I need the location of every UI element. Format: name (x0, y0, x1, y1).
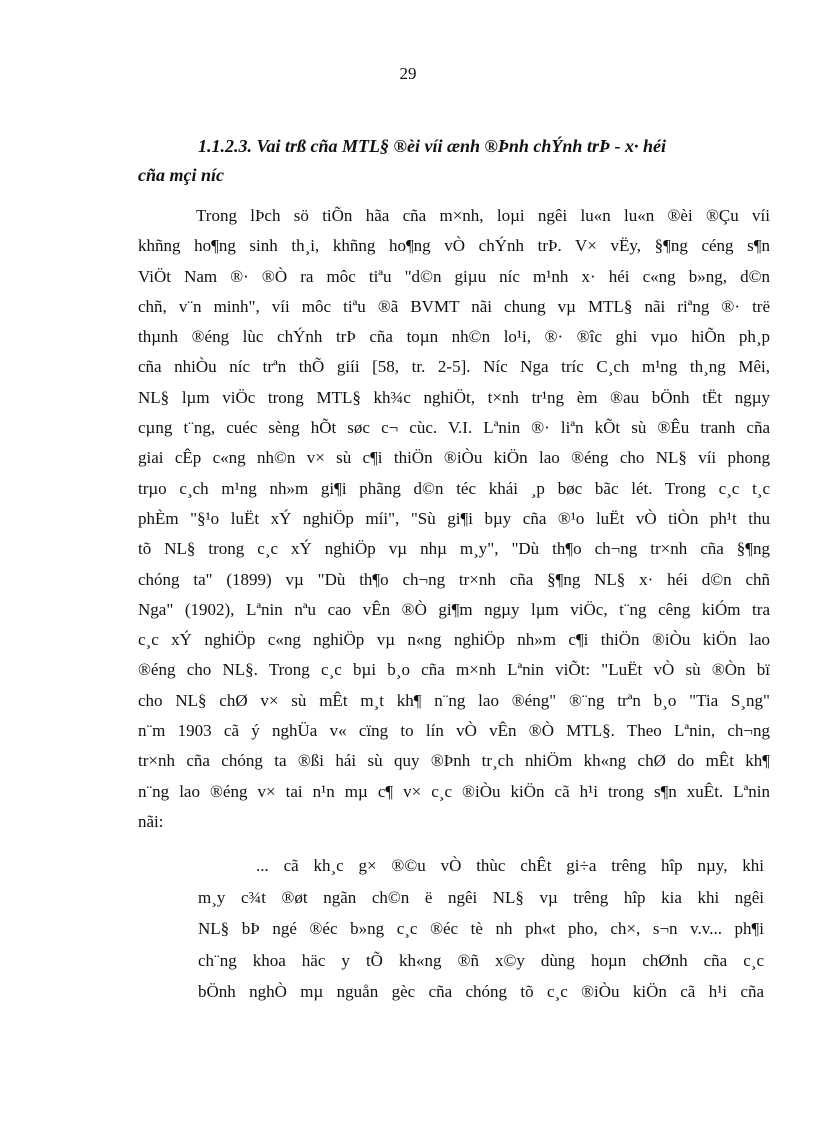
paragraph-line: cho NL§ chØ v× sù mÊt m¸t kh¶ n¨ng lao ®éng" ®¨ng trªn b¸o "Tia S¸ng" (138, 690, 770, 710)
quote-line: ... cã kh¸c g× ®©u vÒ thùc chÊt gi÷a trêng hîp nµy, khi (256, 856, 764, 875)
paragraph-line: ®éng cho NL§. Trong c¸c bµi b¸o cña m×nh Lªnin viÕt: "LuËt vÒ sù ®Òn bï (138, 660, 770, 680)
quote-line: NL§ bÞ ngé ®éc b»ng c¸c ®éc tè nh ph«t pho, ch×, s¬n v.v... ph¶i (198, 919, 764, 939)
paragraph-line: c¸c xÝ nghiÖp c«ng nghiÖp vµ n«ng nghiÖp nh»m c¶i thiÖn ®iÒu kiÖn lao (138, 630, 770, 650)
body-paragraph (138, 201, 770, 837)
paragraph-line: n¨m 1903 cã ý nghÜa v« cïng to lín vÒ vÊn ®Ò MTL§. Theo Lªnin, ch¬ng (138, 721, 770, 741)
paragraph-line: n¨ng lao ®éng v× tai n¹n mµ c¶ v× c¸c ®iÒu kiÖn cã h¹i trong s¶n xuÊt. Lªnin (138, 781, 770, 801)
paragraph-line: nãi: (138, 811, 164, 831)
paragraph-line: tr×nh cña chóng ta ®ßi hái sù quy ®Þnh tr¸ch nhiÖm kh«ng chØ do mÊt kh¶ (138, 751, 770, 771)
quote-line: ch¨ng khoa häc y tÕ kh«ng ®ñ x©y dùng hoµn chØnh cña c¸c (198, 950, 764, 970)
quote-line: m¸y c¾t ®øt ngãn ch©n ë ngêi NL§ vµ trêng hîp kia khi ngêi (198, 887, 764, 907)
paragraph-line: phÈm "§¹o luËt xÝ nghiÖp míi", "Sù gi¶i bµy cña ®¹o luËt vÒ tiÒn ph¹t thu (138, 508, 770, 528)
section-heading (138, 132, 773, 190)
paragraph-line: ViÖt Nam ®· ®Ò ra môc tiªu "d©n giµu níc m¹nh x· héi c«ng b»ng, d©n (138, 266, 770, 286)
paragraph-line: chñ, v¨n minh", víi môc tiªu ®ã BVMT nãi chung vµ MTL§ nãi riªng ®· trë (138, 296, 770, 316)
paragraph-line: cña nhiÒu níc trªn thÕ giíi [58, tr. 2-5]. Níc Nga tríc C¸ch m¹ng th¸ng Mêi, (138, 357, 770, 377)
heading-line-2: cña mçi níc (138, 165, 224, 185)
paragraph-line: cµng t¨ng, cuéc sèng hÕt søc c¬ cùc. V.I. Lªnin ®· liªn kÕt sù ®Êu tranh cña (138, 418, 770, 438)
paragraph-line: chóng ta" (1899) vµ "Dù th¶o ch¬ng tr×nh cña §¶ng NL§ x· héi d©n chñ (138, 569, 770, 589)
paragraph-line: Nga" (1902), Lªnin nªu cao vÊn ®Ò gi¶m ngµy lµm viÖc, t¨ng cêng kiÓm tra (138, 599, 770, 619)
page-number: 29 (399, 64, 417, 83)
paragraph-line: trµo c¸ch m¹ng nh»m gi¶i phãng d©n téc khái ¸p bøc bãc lét. Trong c¸c t¸c (138, 478, 770, 498)
paragraph-line: giai cÊp c«ng nh©n v× sù c¶i thiÖn ®iÒu kiÖn lao ®éng cho NL§ víi phong (138, 448, 770, 468)
paragraph-line: NL§ lµm viÖc trong MTL§ kh¾c nghiÖt, t×nh tr¹ng èm ®au bÖnh tËt ngµy (138, 387, 770, 407)
paragraph-line: Trong lÞch sö tiÕn hãa cña m×nh, loµi ngêi lu«n lu«n ®èi ®Çu víi (196, 206, 770, 225)
paragraph-line: khñng ho¶ng sinh th¸i, khñng ho¶ng vÒ chÝnh trÞ. V× vËy, §¶ng céng s¶n (138, 236, 770, 256)
block-quote (198, 850, 764, 1008)
paragraph-line: tõ NL§ trong c¸c xÝ nghiÖp vµ nhµ m¸y", "Dù th¶o ch¬ng tr×nh cña §¶ng (138, 539, 770, 559)
paragraph-line: thµnh ®éng lùc chÝnh trÞ cña toµn nh©n lo¹i, ®· ®îc ghi vµo hiÕn ph¸p (138, 327, 770, 347)
heading-line-1: 1.1.2.3. Vai trß cña MTL§ ®èi víi ænh ®Þnh chÝnh trÞ - x· héi (198, 136, 666, 156)
quote-line: bÖnh nghÒ mµ nguån gèc cña chóng tõ c¸c ®iÒu kiÖn cã h¹i cña (198, 982, 764, 1002)
